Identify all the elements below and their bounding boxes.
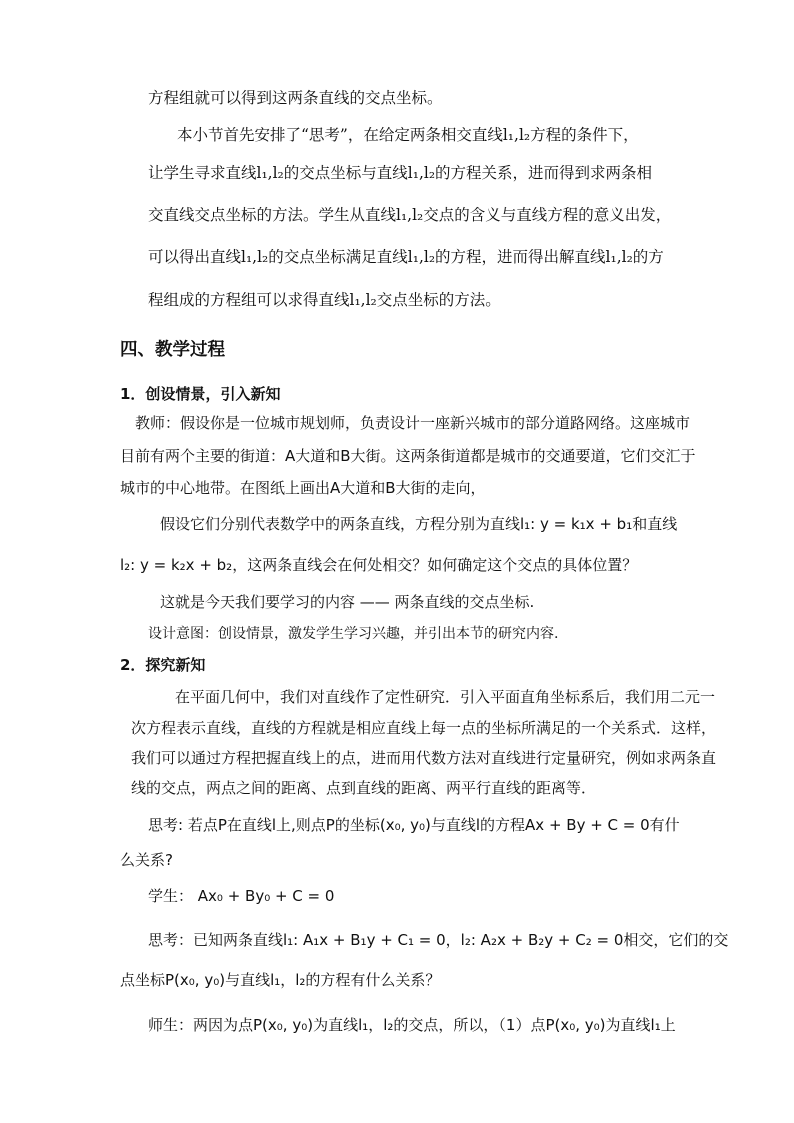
text-line: 程组成的方程组可以求得直线l₁,l₂交点坐标的方法。 (148, 291, 501, 309)
text-line: l₂: y = k₂x + b₂，这两条直线会在何处相交？如何确定这个交点的具体位置？ (120, 556, 638, 574)
text-line: 师生：两因为点P(x₀, y₀)为直线l₁，l₂的交点，所以，（1）点P(x₀, y₀)为直线l₁上 (148, 1016, 676, 1034)
text-line: 这就是今天我们要学习的内容 —— 两条直线的交点坐标. (160, 593, 535, 611)
subsection-heading: 2．探究新知 (120, 656, 206, 674)
text-line: 目前有两个主要的街道：A大道和B大街。这两条街道都是城市的交通要道，它们交汇于 (120, 447, 696, 465)
text-line: 让学生寻求直线l₁,l₂的交点坐标与直线l₁,l₂的方程关系，进而得到求两条相 (148, 164, 653, 182)
text-line: 学生： Ax₀ + By₀ + C = 0 (148, 887, 335, 905)
text-line: 么关系? (120, 851, 173, 869)
text-line: 交直线交点坐标的方法。学生从直线l₁,l₂交点的含义与直线方程的意义出发， (148, 206, 672, 224)
text-line: 方程组就可以得到这两条直线的交点坐标。 (148, 89, 443, 107)
section-heading: 四、教学过程 (120, 340, 225, 360)
text-line: 可以得出直线l₁,l₂的交点坐标满足直线l₁,l₂的方程，进而得出解直线l₁,l₂的方 (148, 248, 664, 266)
text-line: 本小节首先安排了“思考”，在给定两条相交直线l₁,l₂方程的条件下， (177, 126, 639, 144)
text-line: 思考：已知两条直线l₁: A₁x + B₁y + C₁ = 0，l₂: A₂x + B₂y + C₂ = 0相交，它们的交 (148, 931, 729, 949)
text-line: 设计意图：创设情景，激发学生学习兴趣，并引出本节的研究内容. (148, 626, 559, 642)
text-line: 点坐标P(x₀, y₀)与直线l₁，l₂的方程有什么关系？ (120, 971, 441, 989)
text-line: 我们可以通过方程把握直线上的点，进而用代数方法对直线进行定量研究，例如求两条直 (131, 749, 717, 767)
text-line: 在平面几何中，我们对直线作了定性研究．引入平面直角坐标系后，我们用二元一 (175, 688, 716, 706)
text-line: 教师：假设你是一位城市规划师，负责设计一座新兴城市的部分道路网络。这座城市 (135, 414, 691, 432)
text-line: 思考: 若点P在直线l上,则点P的坐标(x₀, y₀)与直线l的方程Ax + By + C = 0有什 (148, 816, 680, 834)
text-line: 假设它们分别代表数学中的两条直线，方程分别为直线l₁: y = k₁x + b₁和直线 (160, 515, 678, 533)
text-line: 线的交点，两点之间的距离、点到直线的距离、两平行直线的距离等． (131, 779, 597, 797)
text-line: 城市的中心地带。在图纸上画出A大道和B大街的走向， (120, 479, 486, 497)
subsection-heading: 1．创设情景，引入新知 (120, 385, 281, 403)
text-line: 次方程表示直线，直线的方程就是相应直线上每一点的坐标所满足的一个关系式．这样， (131, 719, 717, 737)
